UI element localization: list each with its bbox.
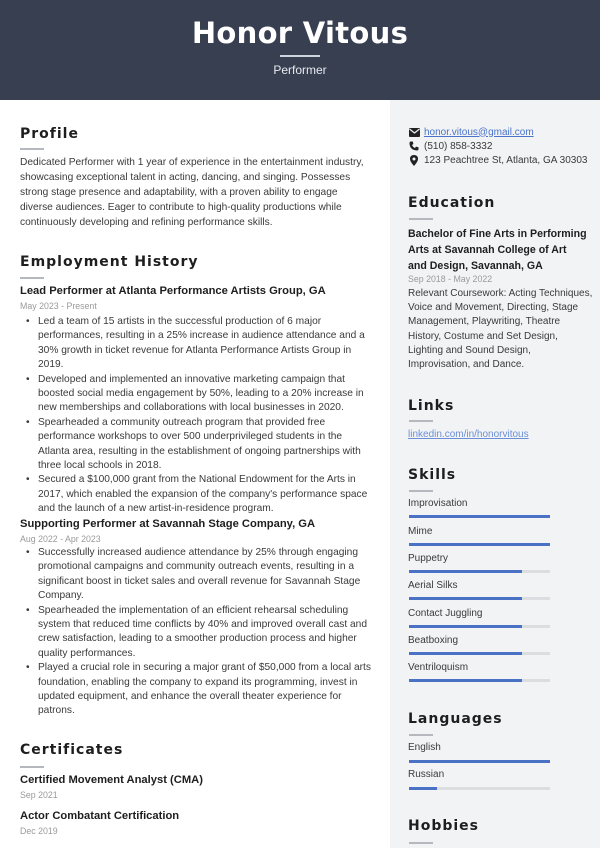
certificate-date: Sep 2021 <box>20 790 58 800</box>
employment-divider <box>20 277 44 279</box>
linkedin-link[interactable]: linkedin.com/in/honorvitous <box>408 429 529 440</box>
job-bullet: • Developed and implemented an innovative marketing campaign that boosted social media engagement by 50%, leading to a 20% increase in new memberships and collaborations with local businesses in 2020. <box>20 373 374 416</box>
education-divider <box>409 218 433 220</box>
certificate-name: Actor Combatant Certification <box>20 810 180 822</box>
skill-bar <box>409 570 550 573</box>
job-bullets <box>20 546 374 719</box>
skills-heading: Skills <box>408 467 457 483</box>
education-degree: Bachelor of Fine Arts in Performing Arts at Savannah College of Art and Design, Savannah, GA <box>408 228 587 272</box>
skill-bar-fill <box>409 515 550 518</box>
resume-header <box>0 0 600 100</box>
skill-bar <box>409 515 550 518</box>
envelope-icon <box>408 126 420 138</box>
skill-bar-fill <box>409 543 550 546</box>
skill-name: Aerial Silks <box>408 580 458 591</box>
job-bullet: • Spearheaded a community outreach program that provided free performance workshops to over 500 underprivileged students in the Atlanta area, resulting in the establishment of ongoing partnerships with three local schools in 2018. <box>20 416 374 474</box>
hobbies-heading: Hobbies <box>408 818 480 834</box>
profile-text: Dedicated Performer with 1 year of experience in the entertainment industry, showcasing exceptional talent in acting, dancing, and singing. Possesses strong stage presence and adaptability, with a proven ability to engage diverse audiences. Eager to contribute to high-quality productions while continuously developing and refining performance skills. <box>20 157 364 228</box>
job-bullets <box>20 315 374 517</box>
language-bar <box>409 760 550 763</box>
employment-heading: Employment History <box>20 254 199 270</box>
profile-heading: Profile <box>20 126 79 142</box>
phone-number: (510) 858-3332 <box>424 140 493 152</box>
candidate-title: Performer <box>273 63 327 77</box>
certificate-date: Dec 2019 <box>20 826 58 836</box>
certificate-name: Certified Movement Analyst (CMA) <box>20 774 203 786</box>
skill-name: Contact Juggling <box>408 608 483 619</box>
contact-address <box>408 154 587 166</box>
skill-bar <box>409 652 550 655</box>
languages-divider <box>409 734 433 736</box>
address-text: 123 Peachtree St, Atlanta, GA 30303 <box>424 154 588 166</box>
job-bullet: • Played a crucial role in securing a major grant of $50,000 from a local arts foundation, enabling the company to expand its programming, invest in updated equipment, and enhance the overall theater experience for patrons. <box>20 661 374 719</box>
job-bullet: • Successfully increased audience attendance by 25% through engaging promotional campaigns and community outreach events, resulting in a significant boost in ticket sales and overall revenue for Savannah Stage Company. <box>20 546 374 604</box>
map-pin-icon <box>408 154 420 166</box>
job-dates: Aug 2022 - Apr 2023 <box>20 534 101 544</box>
links-divider <box>409 420 433 422</box>
language-name: English <box>408 742 441 753</box>
certificates-divider <box>20 766 44 768</box>
candidate-name: Honor Vitous <box>191 16 409 50</box>
skills-divider <box>409 490 433 492</box>
email-link[interactable]: honor.vitous@gmail.com <box>424 126 534 138</box>
skill-name: Ventriloquism <box>408 662 469 673</box>
contact-email[interactable] <box>408 126 534 138</box>
links-heading: Links <box>408 398 455 414</box>
job-title: Supporting Performer at Savannah Stage Company, GA <box>20 518 316 530</box>
skill-bar-fill <box>409 597 522 600</box>
education-details: Relevant Coursework: Acting Techniques, Voice and Movement, Directing, Stage Management, Playwriting, Theatre History, Costume and Set Design, Lighting and Sound Design, Improvisation, and Dance. <box>408 288 593 371</box>
header-divider <box>280 55 320 57</box>
skill-bar-fill <box>409 625 522 628</box>
skill-bar-fill <box>409 652 522 655</box>
skill-name: Puppetry <box>408 553 449 564</box>
skill-name: Improvisation <box>408 498 468 509</box>
skill-bar <box>409 543 550 546</box>
skill-bar <box>409 679 550 682</box>
language-bar-fill <box>409 760 550 763</box>
skill-bar-fill <box>409 679 522 682</box>
skill-name: Beatboxing <box>408 635 459 646</box>
profile-divider <box>20 148 44 150</box>
job-title: Lead Performer at Atlanta Performance Artists Group, GA <box>20 285 326 297</box>
skill-bar <box>409 625 550 628</box>
job-bullet: • Led a team of 15 artists in the successful production of 6 major performances, resulting in a 25% increase in audience attendance and a 30% growth in ticket revenue for Atlanta Performance Artists Group in 2019. <box>20 315 374 373</box>
education-dates: Sep 2018 - May 2022 <box>408 274 493 284</box>
languages-heading: Languages <box>408 711 503 727</box>
skill-name: Mime <box>408 526 433 537</box>
certificates-heading: Certificates <box>20 742 124 758</box>
job-bullet: • Spearheaded the implementation of an efficient rehearsal scheduling system that reduced time conflicts by 40% and improved overall cast and crew satisfaction, leading to a smoother production process and higher quality performances. <box>20 604 374 662</box>
contact-phone <box>408 140 492 152</box>
skill-bar-fill <box>409 570 522 573</box>
job-dates: May 2023 - Present <box>20 301 97 311</box>
skill-bar <box>409 597 550 600</box>
language-name: Russian <box>408 769 445 780</box>
language-bar-fill <box>409 787 437 790</box>
hobbies-divider <box>409 842 433 844</box>
job-bullet: • Secured a $100,000 grant from the National Endowment for the Arts in 2017, which enabled the expansion of the company's performance space and the launch of a new artist-in-residence program. <box>20 473 374 516</box>
language-bar <box>409 787 550 790</box>
education-heading: Education <box>408 195 496 211</box>
phone-icon <box>408 140 420 152</box>
